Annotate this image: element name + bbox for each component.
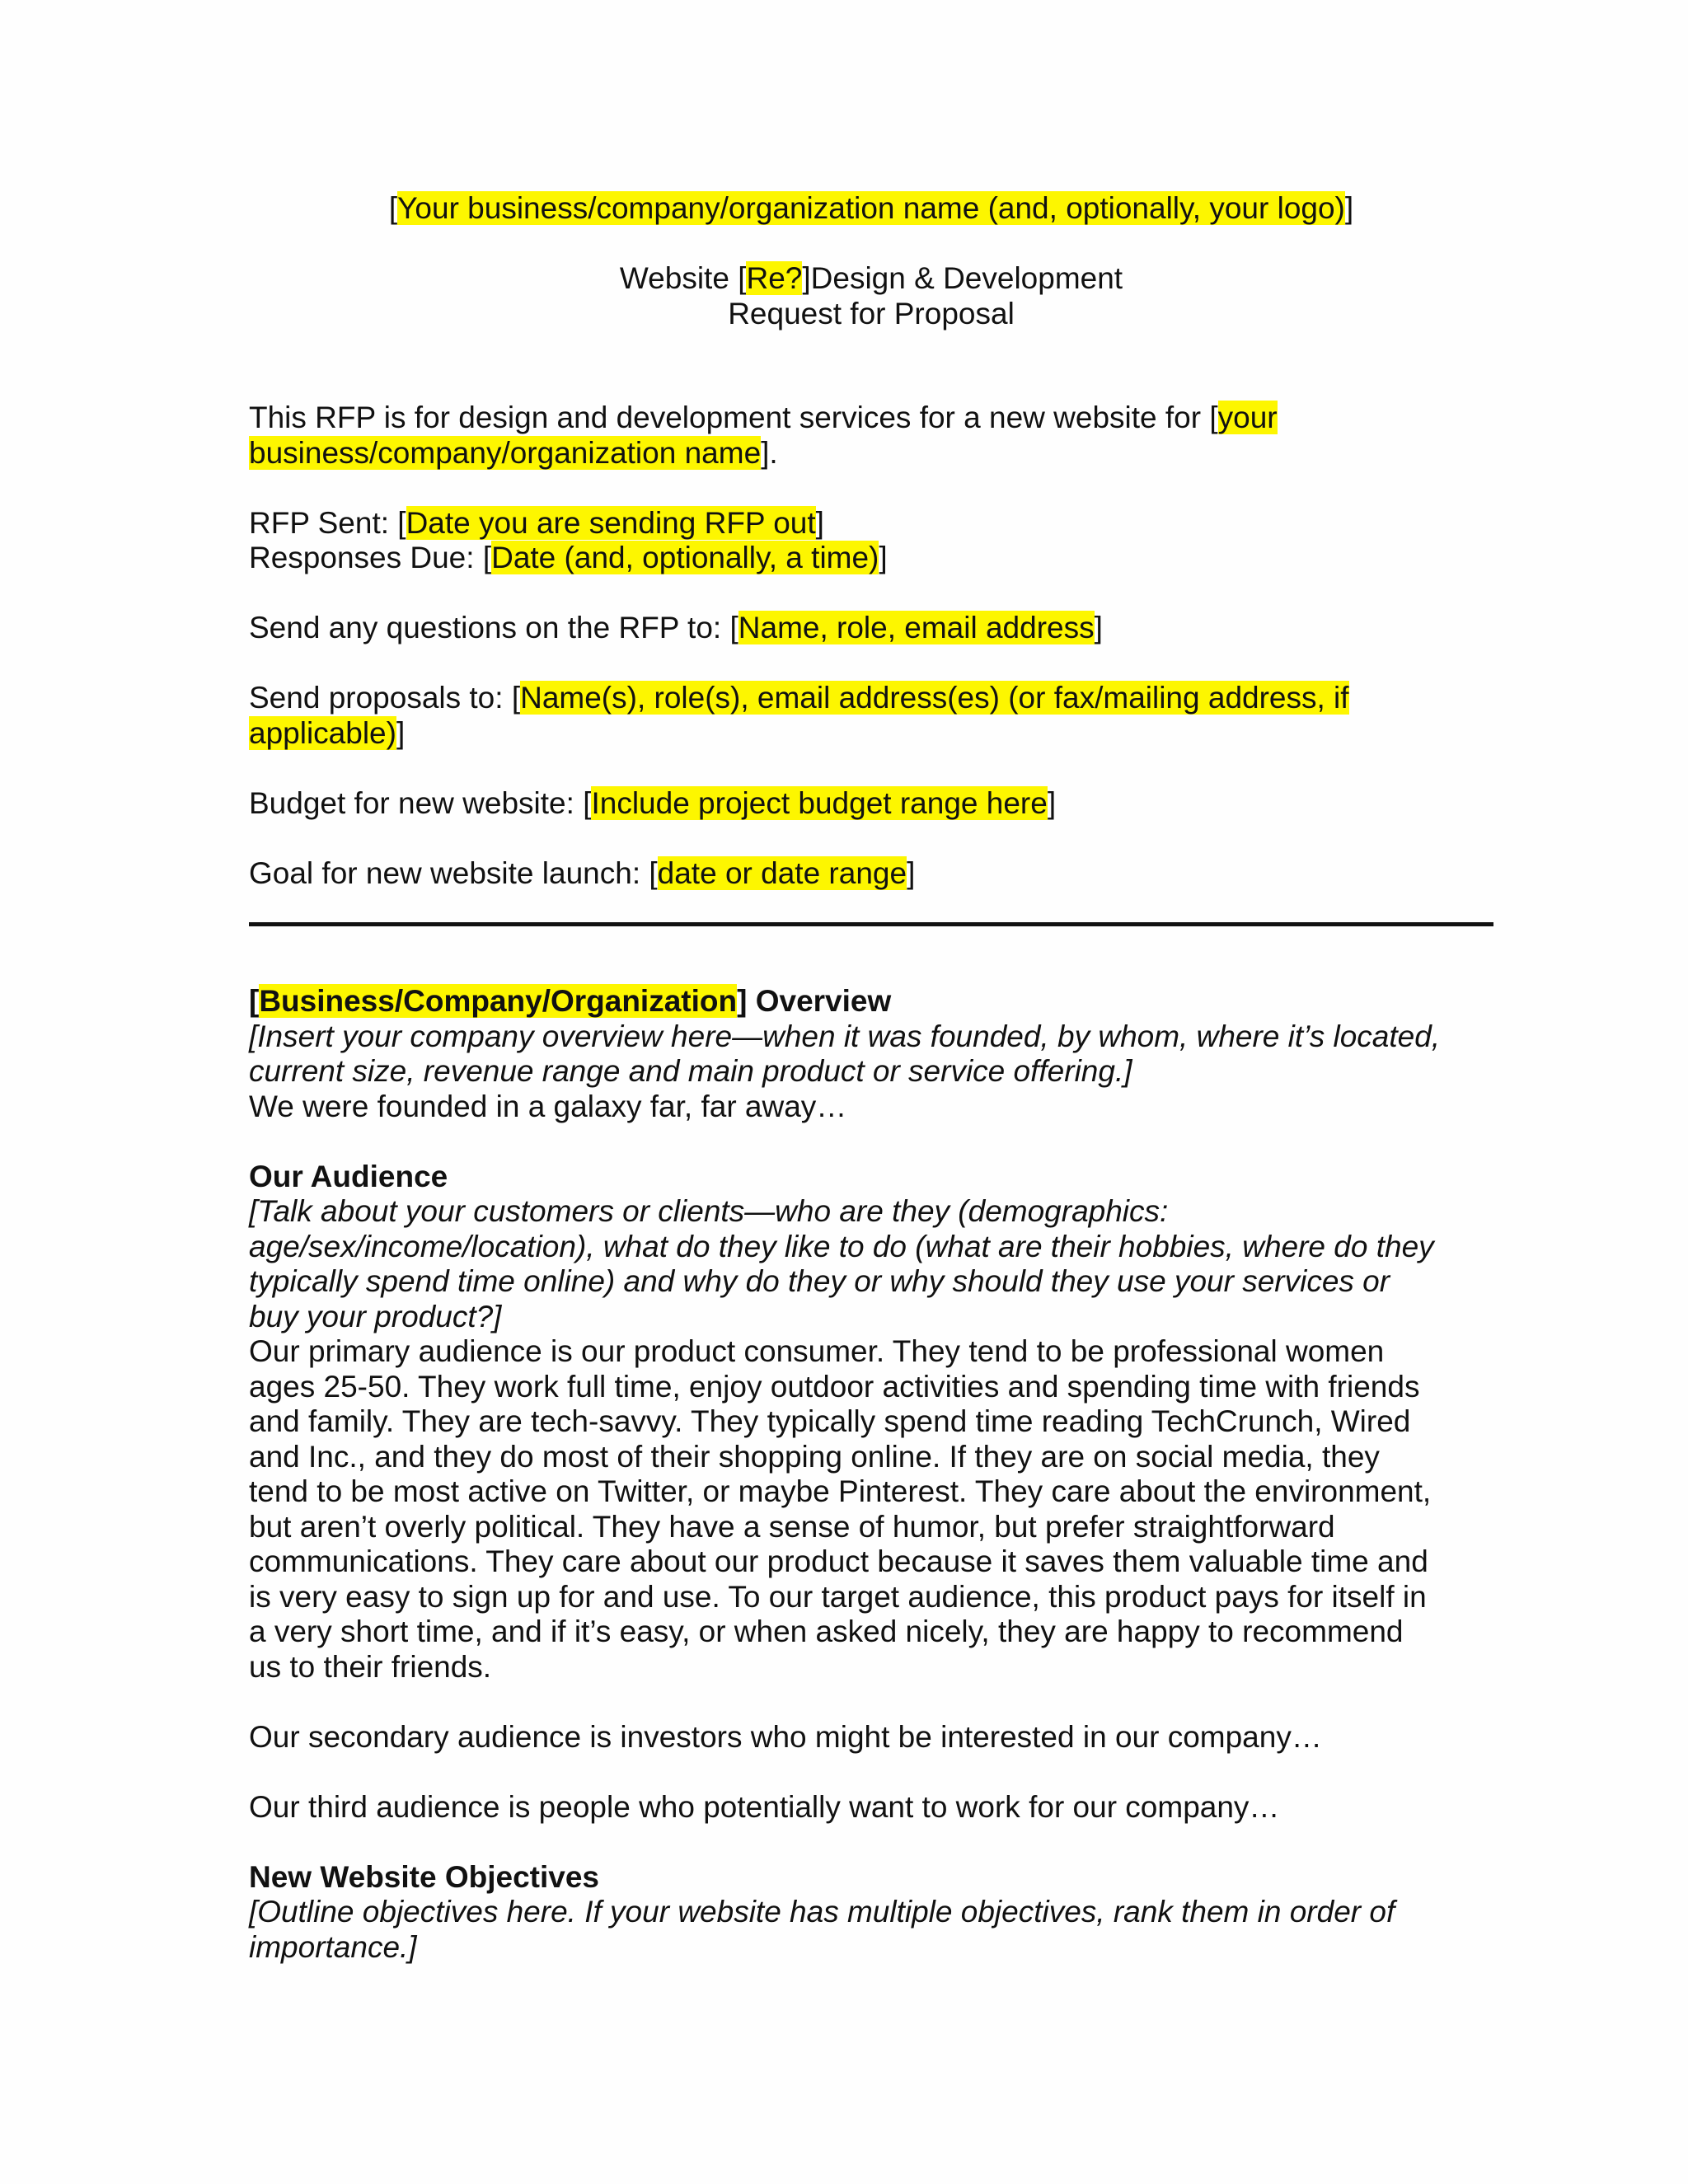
secondary-audience-paragraph: Our secondary audience is investors who might be interested in our company… [249, 1719, 1322, 1754]
spacer [249, 821, 1493, 856]
spacer [249, 1825, 1493, 1860]
primary-audience-paragraph: Our primary audience is our product consumer. They tend to be professional women ages 25-50. They work full time, enjoy outdoor activities and spending time with friends and family. They are tech-savvy. They typically spend time reading TechCrunch, Wired and Inc., and they do most of their shopping online. If they are on social media, they tend to be most active on Twitter, or maybe Pinterest. They care about the environment, but aren’t overly political. They have a sense of humor, but prefer straightforward communications. They care about our product because it saves them valuable time and is very easy to sign up for and use. To our target audience, this product pays for itself in a very short time, and if it’s easy, or when asked nicely, they are happy to recommend us to their friends. [249, 1334, 1432, 1684]
overview-body: We were founded in a galaxy far, far away… [249, 1089, 847, 1123]
third-audience-paragraph: Our third audience is people who potentially want to work for our company… [249, 1789, 1280, 1824]
overview-instructions: [Insert your company overview here—when it was founded, by whom, where it’s located, current size, revenue range and main product or service offering.] [249, 1019, 1441, 1088]
spacer [249, 471, 1493, 506]
overview-heading: [Business/Company/Organization] Overview [249, 984, 892, 1018]
budget-line: Budget for new website: [Include project budget range here] [249, 785, 1057, 820]
launch-goal-line: Goal for new website launch: [date or date range] [249, 855, 916, 890]
org-name-placeholder: Your business/company/organization name (and, optionally, your logo) [397, 191, 1345, 225]
spacer [249, 1755, 1493, 1790]
spacer [249, 227, 1493, 262]
spacer [249, 576, 1493, 612]
audience-heading: Our Audience [249, 1159, 448, 1193]
org-name-line: [Your business/company/organization name (and, optionally, your logo)] [388, 191, 1354, 225]
spacer [249, 1685, 1493, 1720]
questions-contact-line: Send any questions on the RFP to: [Name, role, email address] [249, 611, 1103, 644]
spacer [249, 331, 1493, 401]
intro-paragraph: This RFP is for design and development services for a new website for [your business/company/organization name]. [249, 401, 1278, 470]
audience-instructions: [Talk about your customers or clients—who are they (demographics: age/sex/income/location), what do they like to do (what are their hobbies, where do they typically spend time online) and why do they or why should they use your services or buy your product?] [249, 1194, 1434, 1333]
document-title: Website [Re?]Design & Development [619, 261, 1123, 295]
objectives-instructions: [Outline objectives here. If your website has multiple objectives, rank them in order of importance.] [249, 1895, 1395, 1964]
title-placeholder: Re? [746, 261, 803, 295]
spacer [249, 646, 1493, 682]
proposals-contact-line: Send proposals to: [Name(s), role(s), email address(es) (or fax/mailing address, if applicable)] [249, 681, 1349, 750]
horizontal-divider [249, 922, 1493, 926]
spacer [249, 1124, 1493, 1160]
document-subtitle: Request for Proposal [728, 296, 1015, 330]
rfp-sent-line: RFP Sent: [Date you are sending RFP out] [249, 505, 824, 540]
document-content [249, 191, 1493, 1965]
objectives-heading: New Website Objectives [249, 1859, 599, 1894]
spacer [249, 751, 1493, 786]
responses-due-line: Responses Due: [Date (and, optionally, a time)] [249, 541, 888, 574]
